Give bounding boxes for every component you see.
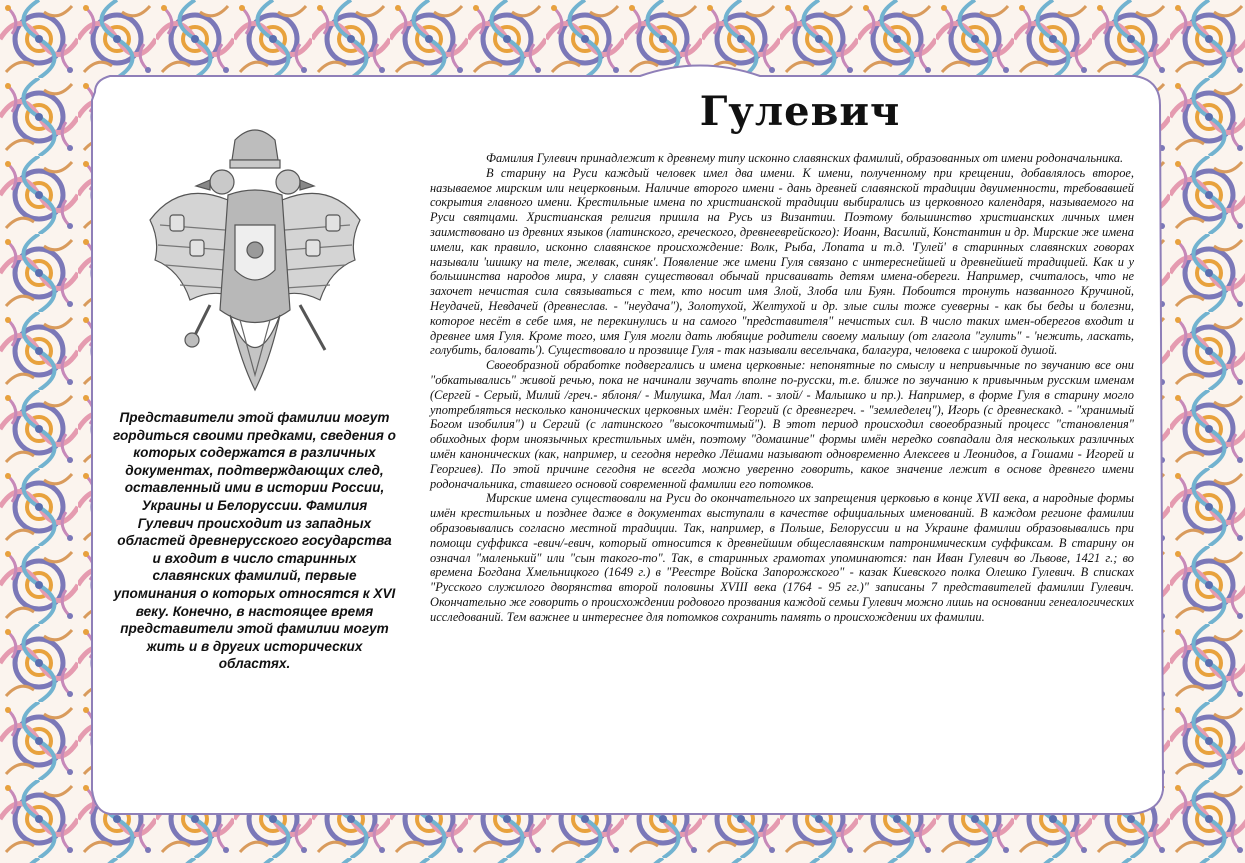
paragraph-1: Фамилия Гулевич принадлежит к древнему типу исконно славянских фамилий, образованных от имени родоначальника. <box>486 151 1124 165</box>
paragraph-2: В старину на Руси каждый человек имел два имени. К имени, полученному при крещении, добавлялось второе, называемое мирским или нецерковным. Наличие второго имени - дань древней славянской традиции двуименности, требовавшей сокрытия главного имени. Крестильные имена по христианской традиции выбирались из церковного календаря, называемого на Руси святцами. Христианская религия пришла на Русь из Византии. Поэтому большинство христианских личных имен заимствовано из древних языков (латинского, греческого, древнееврейского): Иоанн, Василий, Константин и др. Мирские же имена имели, как правило, исконно славянское происхождение: Волк, Рыба, Лопата и т.д. 'Гулей' в старинных славянских говорах называли 'шишку на теле, желвак, синяк'. Появление же имени Гуля связано с интереснейшей и древнейшей традицией. Как и у большинства народов мира, у славян существовал обычай присваивать детям имена-обереги. Например, считалось, что не захочет нечистая сила связываться с тем, кто носит имя Злой, Злоба или Буян. Побоится тронуть названного Кручиной, Неудачей, Невдачей (древнеслав. - "неудача"), Золотухой, Желтухой и др. злые силы тоже суеверны - как бы беды и болезни, которое несёт в себе имя, не перекинулись и на самого "представителя" нечистых сил. В число таких имен-оберегов входит и древнее имя Гуля. Кроме того, имя Гуля могли дать любящие родители своему малышу (от глагола "гулить" - 'нежить, ласкать, голубить, баловать'). Существовало и прозвище Гуля - так называли весельчака, балагура, человека с широкой душой. <box>430 165 1134 358</box>
paragraph-4: Мирские имена существовали на Руси до окончательного их запрещения церковью в конце XVII века, а народные формы имён крестильных и позднее даже в документах выступали в качестве официальных именований. В каждом регионе фамилии образовывались согласно местной традиции. Так, например, в Польше, Белоруссии и на Украине фамилии образовывались при помощи суффикса -евич/-евич, который относится к древнейшим общеславянским патронимическим суффиксам. В старину он означал "маленький" или "сын такого-то". Так, в старинных грамотах упоминаются: пан Иван Гулевич во Львове, 1421 г.; во времена Богдана Хмельницкого (1649 г.) в "Реестре Войска Запорожского" - казак Киевского полка Олешко Гулевич. В списках "Русского служилого дворянства второй половины XVIII века (1764 - 95 гг.)" записаны 7 представителей фамилии Гулевич. Окончательно же говорить о происхождении родового прозвания каждой семьи Гулевич можно лишь на основании генеалогических исследований. Тем важнее и интереснее для потомков сохранить память о происхождении их фамилии. <box>430 491 1134 624</box>
article-body <box>430 151 1134 625</box>
page-title: Гулевич <box>699 88 901 135</box>
paragraph-3: Своеобразной обработке подвергались и имена церковные: непонятные по смыслу и непривычные по звучанию все они "обкатывались" живой речью, пока не начинали звучать вполне по-русски, т.е. ближе по звучанию к привычным русским именам (Сергей - Серый, Милий /греч.- яблоня/ - Милушка, Мал /лат. - злой/ - Малышко и пр.). Например, в форме Гуля в старину могло употребляться несколько канонических церковных имён: Георгий (с древнегреч. - "земледелец"), Игорь (с древнескакд. - "хранимый Богом изобилия") и Сергий (с латинского "высокочтимый"). В этот период происходил своеобразный процесс "становления" обиходных форм иноязычных крестильных имён, поэтому "домашние" формы имён нередко совпадали для нескольких различных имён канонических (как, например, и сегодня нередко Лёшами называют одновременно Алексеев и Леонидов, а Гошами - Игорей и Георгиев). По этой причине сегодня не всегда можно уверенно говорить, какое значение лежит в основе древнего имени родоначальника, ставшего основой современной фамилии его потомков. <box>430 358 1134 491</box>
double-headed-eagle-emblem <box>140 120 370 400</box>
family-summary-text: Представители этой фамилии могут гордиться своими предками, сведения о которых содержатся в различных документах, подтверждающих след, оставленный ими в истории России, Украины и Белоруссии. Фамилия Гулевич происходит из западных областей древнерусского государства и входит в число старинных славянских фамилий, первые упоминания о которых относятся к XVI веку. Конечно, в настоящее время представители этой фамилии могут жить и в других исторических областях. <box>113 410 396 672</box>
